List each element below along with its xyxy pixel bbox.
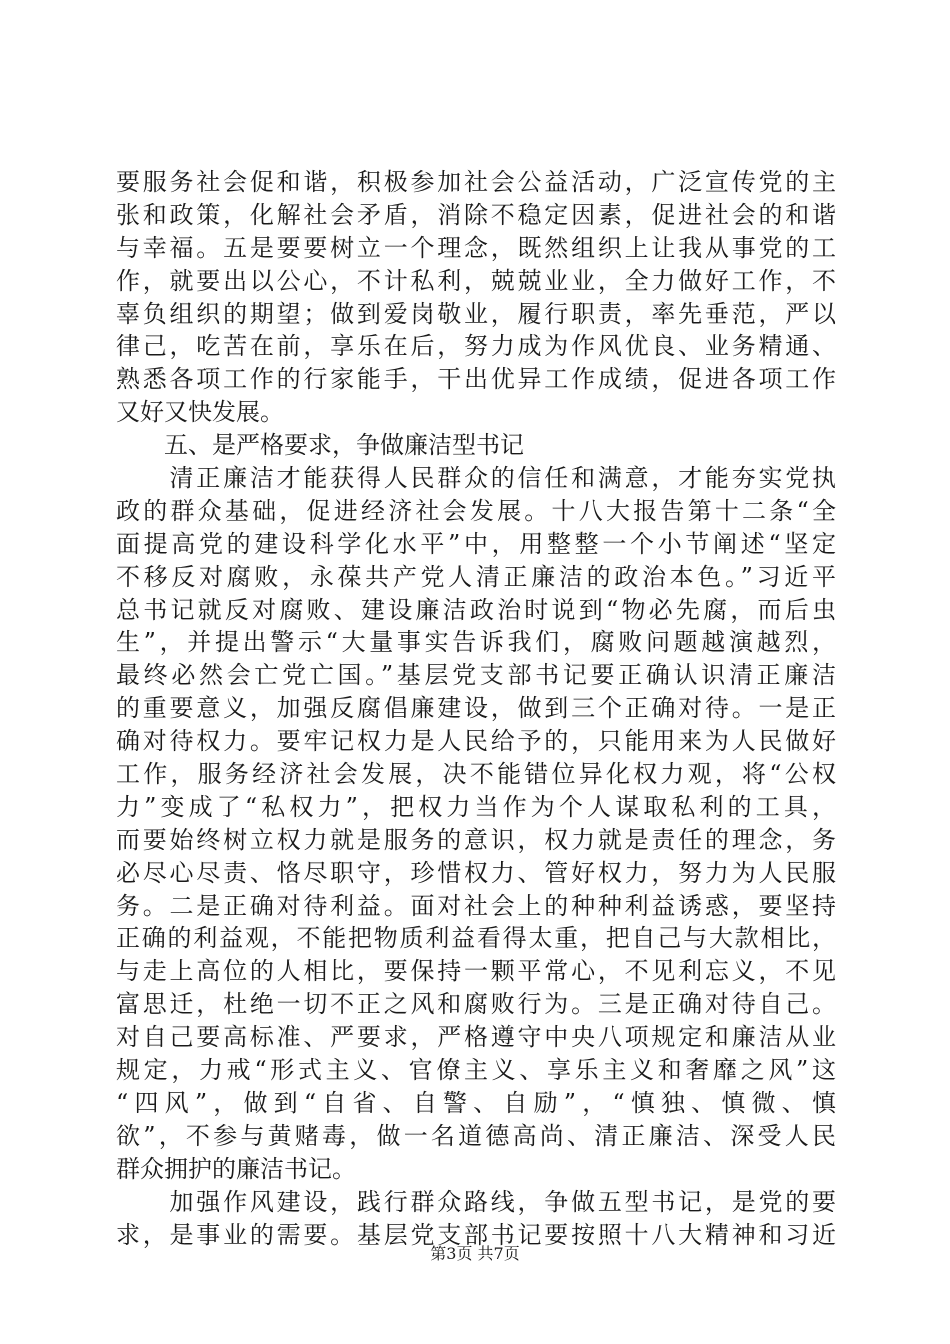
document-body bbox=[116, 166, 836, 1251]
body-text-line: 与幸福。五是要要树立一个理念，既然组织上让我从事党的工 bbox=[116, 233, 836, 262]
body-text-line: 最终必然会亡党亡国。”基层党支部书记要正确认识清正廉洁 bbox=[116, 661, 836, 690]
body-text-line: 与走上高位的人相比，要保持一颗平常心，不见利忘义，不见 bbox=[116, 957, 836, 986]
body-text-line: 五、是严格要求，争做廉洁型书记 bbox=[116, 431, 524, 460]
body-text-line: 群众拥护的廉洁书记。 bbox=[116, 1154, 356, 1183]
body-text-line: 熟悉各项工作的行家能手，干出优异工作成绩，促进各项工作 bbox=[116, 365, 836, 394]
body-text-line: 力”变成了“私权力”，把权力当作为个人谋取私利的工具， bbox=[116, 792, 836, 821]
body-text-line: 张和政策，化解社会矛盾，消除不稳定因素，促进社会的和谐 bbox=[116, 200, 836, 229]
body-text-line: 面提高党的建设科学化水平”中，用整整一个小节阐述“坚定 bbox=[116, 529, 836, 558]
body-text-line: 作，就要出以公心，不计私利，兢兢业业，全力做好工作，不 bbox=[116, 266, 836, 295]
body-text-line: 而要始终树立权力就是服务的意识，权力就是责任的理念，务 bbox=[116, 825, 836, 854]
body-text-line: 清正廉洁才能获得人民群众的信任和满意，才能夯实党执 bbox=[116, 464, 836, 493]
body-text-line: 总书记就反对腐败、建设廉洁政治时说到“物必先腐，而后虫 bbox=[116, 595, 836, 624]
body-text-line: 不移反对腐败，永葆共产党人清正廉洁的政治本色。”习近平 bbox=[116, 562, 836, 591]
body-text-line: 对自己要高标准、严要求，严格遵守中央八项规定和廉洁从业 bbox=[116, 1023, 836, 1052]
body-text-line: 必尽心尽责、恪尽职守，珍惜权力、管好权力，努力为人民服 bbox=[116, 858, 836, 887]
body-text-line: 辜负组织的期望；做到爱岗敬业，履行职责，率先垂范，严以 bbox=[116, 299, 836, 328]
body-text-line: 工作，服务经济社会发展，决不能错位异化权力观，将“公权 bbox=[116, 760, 836, 789]
body-text-line: 规定，力戒“形式主义、官僚主义、享乐主义和奢靡之风”这 bbox=[116, 1056, 836, 1085]
body-text-line: 确对待权力。要牢记权力是人民给予的，只能用来为人民做好 bbox=[116, 727, 836, 756]
body-text-line: 富思迁，杜绝一切不正之风和腐败行为。三是正确对待自己。 bbox=[116, 990, 836, 1019]
body-text-line: 律己，吃苦在前，享乐在后，努力成为作风优良、业务精通、 bbox=[116, 332, 836, 361]
body-text-line: 又好又快发展。 bbox=[116, 398, 284, 427]
body-text-line: 务。二是正确对待利益。面对社会上的种种利益诱惑，要坚持 bbox=[116, 891, 836, 920]
body-text-line: 欲”，不参与黄赌毒，做一名道德高尚、清正廉洁、深受人民 bbox=[116, 1121, 836, 1150]
page-number-footer: 第3页 共7页 bbox=[430, 1244, 520, 1263]
body-text-line: “四风”，做到“自省、自警、自励”，“慎独、慎微、慎 bbox=[116, 1088, 836, 1117]
body-text-line: 正确的利益观，不能把物质利益看得太重，把自己与大款相比， bbox=[116, 924, 836, 953]
body-text-line: 政的群众基础，促进经济社会发展。十八大报告第十二条“全 bbox=[116, 496, 836, 525]
body-text-line: 生”，并提出警示“大量事实告诉我们，腐败问题越演越烈， bbox=[116, 628, 836, 657]
body-text-line: 求，是事业的需要。基层党支部书记要按照十八大精神和习近 bbox=[116, 1220, 836, 1249]
body-text-line: 加强作风建设，践行群众路线，争做五型书记，是党的要 bbox=[116, 1187, 836, 1216]
body-text-line: 的重要意义，加强反腐倡廉建设，做到三个正确对待。一是正 bbox=[116, 694, 836, 723]
body-text-line: 要服务社会促和谐，积极参加社会公益活动，广泛宣传党的主 bbox=[116, 168, 836, 196]
